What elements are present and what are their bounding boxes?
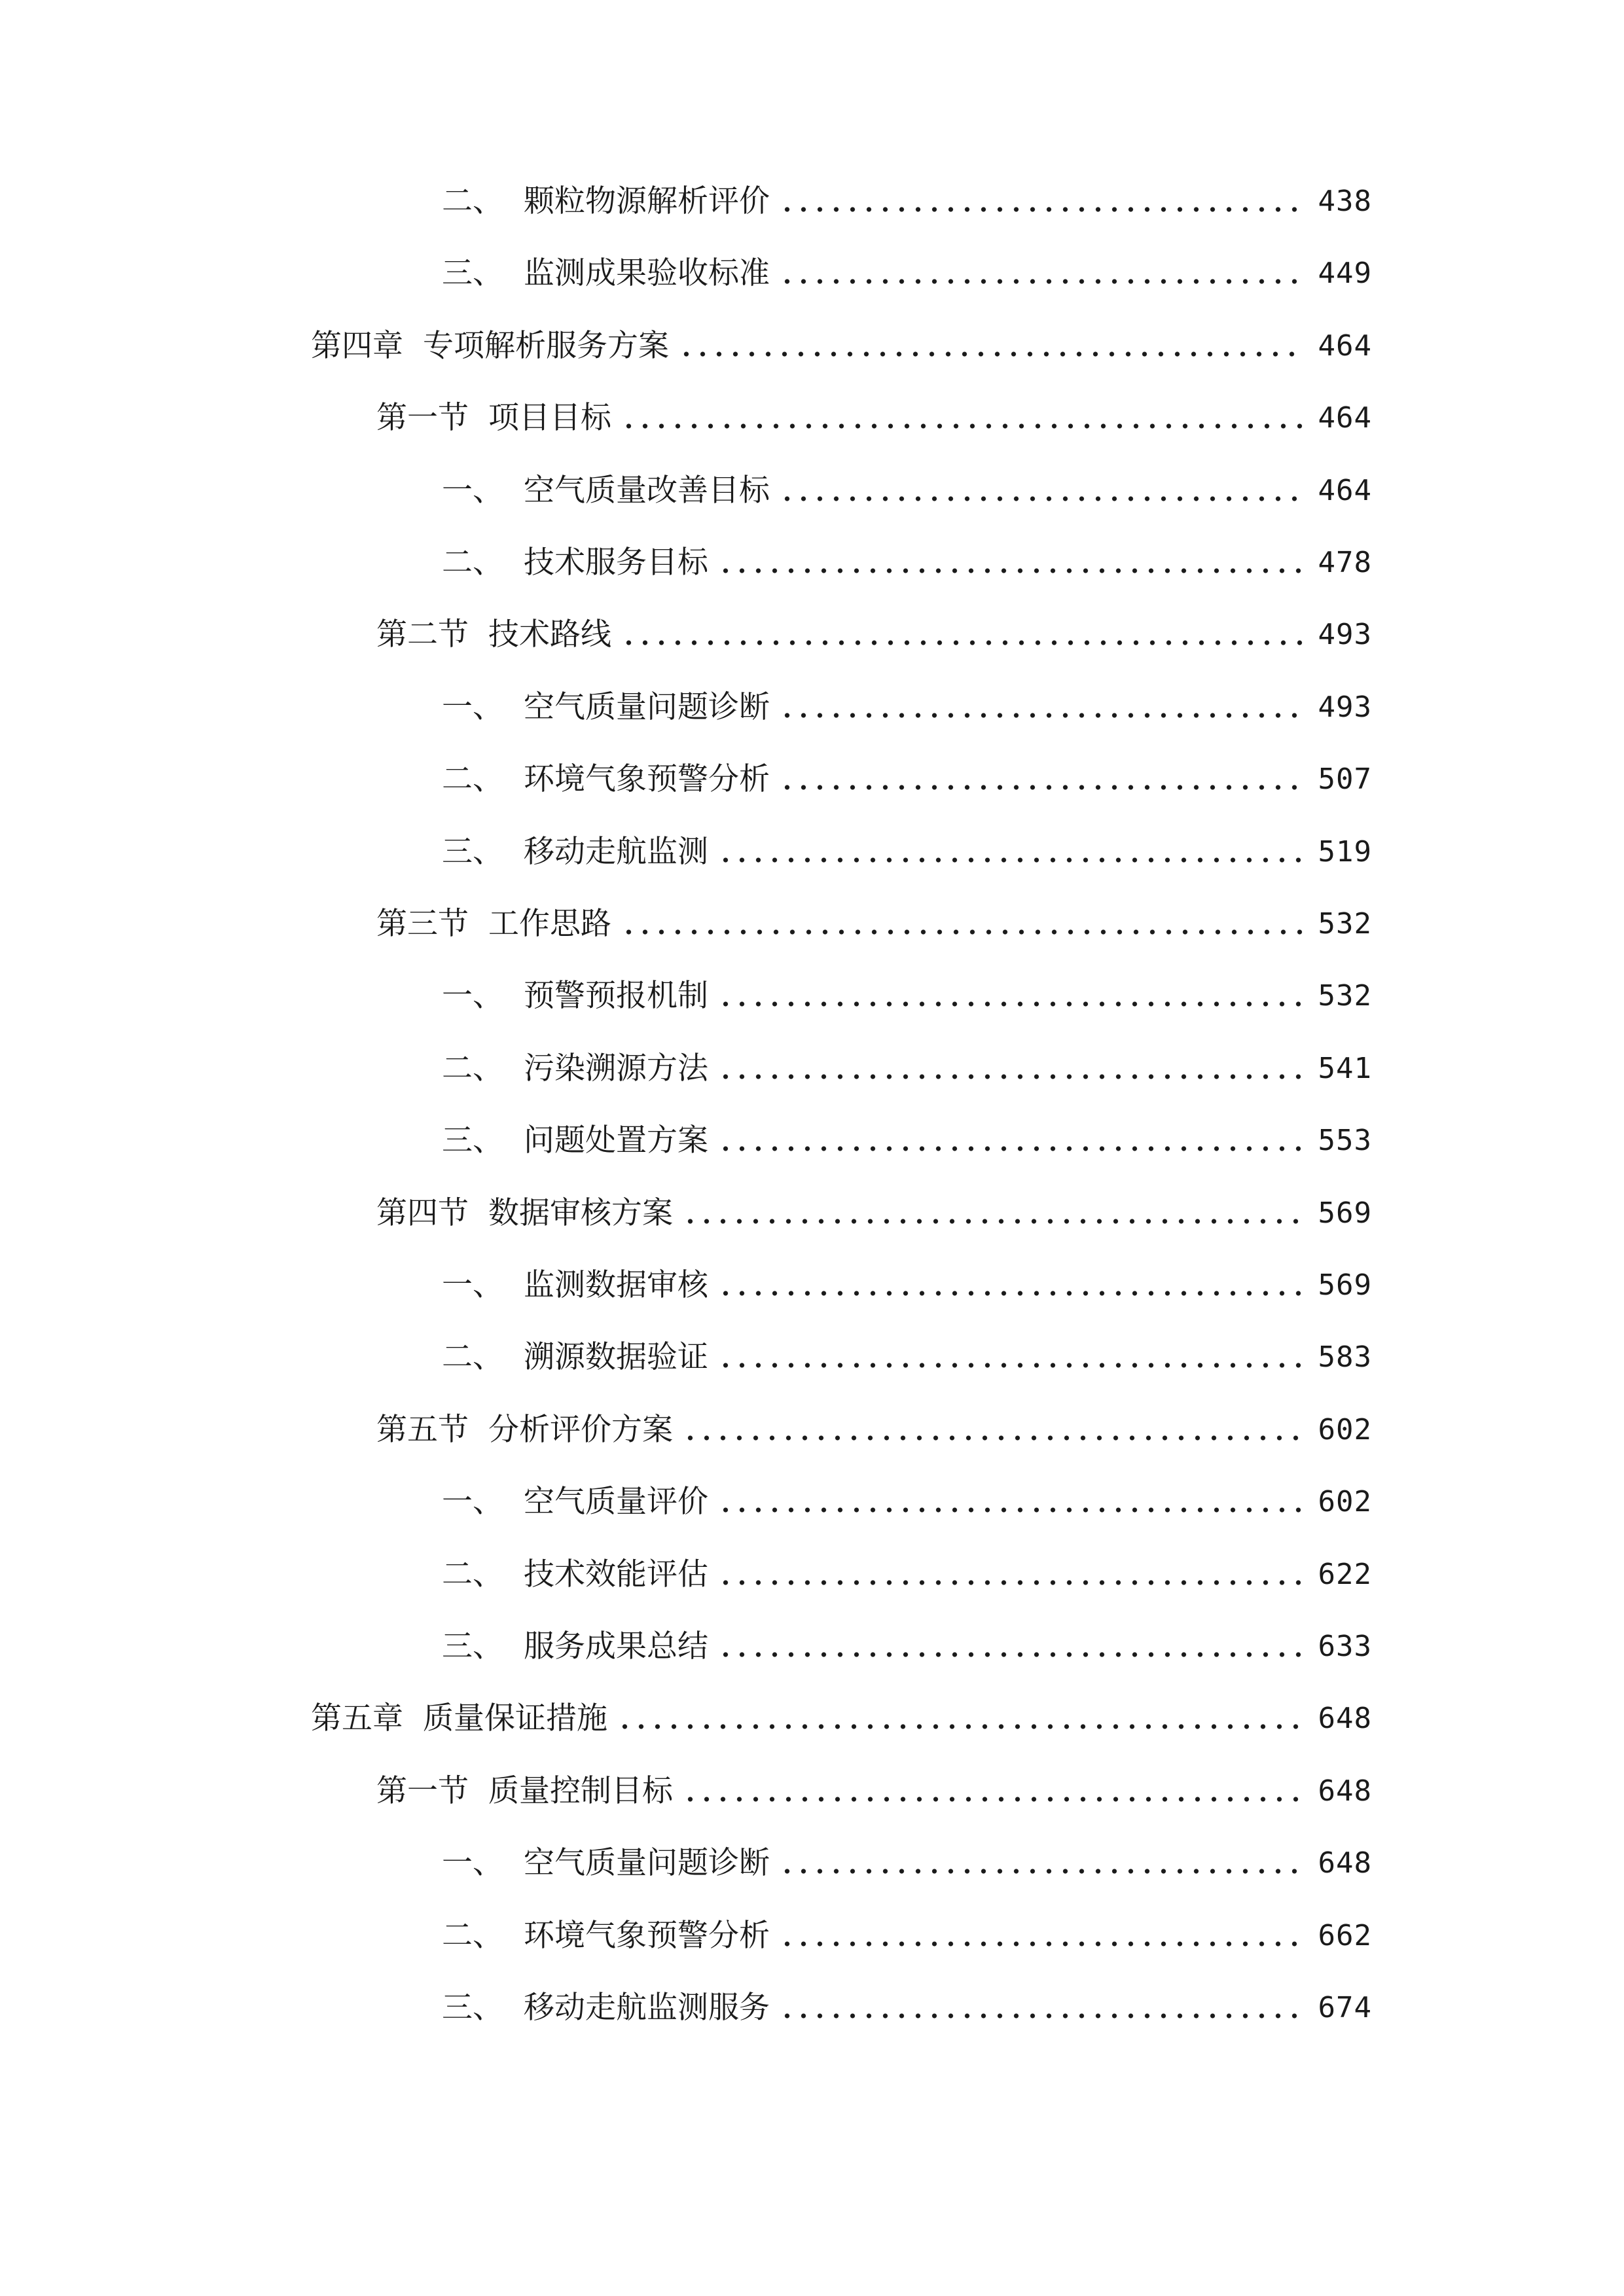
toc-entry[interactable] (442, 1331, 1372, 1384)
toc-entry[interactable] (442, 826, 1372, 878)
entry-number: 一、 (442, 1267, 503, 1303)
entry-number: 三、 (442, 255, 503, 291)
toc-entry[interactable] (311, 320, 1372, 372)
toc-entry[interactable] (442, 1982, 1372, 2034)
toc-entry[interactable] (376, 1187, 1372, 1240)
dot-leader (678, 351, 1304, 357)
dot-leader (617, 1724, 1304, 1729)
toc-entry[interactable] (442, 681, 1372, 734)
entry-number: 二、 (442, 545, 503, 581)
entry-number: 第四节 (376, 1195, 469, 1231)
entry-number: 三、 (442, 834, 503, 870)
entry-title: 监测数据审核 (524, 1267, 708, 1303)
entry-title: 空气质量改善目标 (524, 473, 770, 509)
entry-page-number: 602 (1318, 1485, 1372, 1518)
dot-leader (621, 640, 1304, 645)
entry-page-number: 478 (1318, 546, 1372, 579)
entry-page-number: 648 (1318, 1702, 1372, 1735)
dot-leader (717, 1146, 1304, 1151)
entry-page-number: 674 (1318, 1991, 1372, 2024)
entry-number: 二、 (442, 1556, 503, 1592)
toc-entry[interactable] (442, 970, 1372, 1022)
entry-number: 第二节 (376, 617, 469, 653)
entry-title: 数据审核方案 (488, 1195, 673, 1231)
dot-leader (717, 1291, 1304, 1296)
entry-number: 第一节 (376, 400, 469, 436)
entry-page-number: 449 (1318, 257, 1372, 290)
toc-entry[interactable] (442, 465, 1372, 517)
entry-title: 溯源数据验证 (524, 1339, 708, 1375)
dot-leader (682, 1219, 1304, 1224)
entry-page-number: 553 (1318, 1124, 1372, 1157)
toc-entry[interactable] (442, 175, 1372, 228)
entry-number: 三、 (442, 1628, 503, 1664)
dot-leader (717, 1001, 1304, 1007)
dot-leader (779, 207, 1304, 212)
entry-page-number: 633 (1318, 1630, 1372, 1663)
entry-title: 问题处置方案 (524, 1122, 708, 1158)
toc-entry[interactable] (376, 392, 1372, 444)
entry-page-number: 464 (1318, 474, 1372, 507)
entry-title: 空气质量评价 (524, 1484, 708, 1520)
entry-title: 项目目标 (488, 400, 611, 436)
entry-page-number: 519 (1318, 835, 1372, 869)
entry-number: 第一节 (376, 1773, 469, 1809)
dot-leader (717, 1363, 1304, 1368)
toc-entry[interactable] (442, 1115, 1372, 1167)
entry-page-number: 662 (1318, 1919, 1372, 1952)
dot-leader (621, 929, 1304, 935)
entry-number: 三、 (442, 1990, 503, 2026)
entry-number: 第三节 (376, 906, 469, 942)
entry-title: 服务成果总结 (524, 1628, 708, 1664)
dot-leader (717, 1074, 1304, 1079)
entry-title: 空气质量问题诊断 (524, 1845, 770, 1881)
dot-leader (717, 1652, 1304, 1657)
entry-page-number: 532 (1318, 907, 1372, 941)
entry-title: 工作思路 (488, 906, 611, 942)
entry-number: 一、 (442, 978, 503, 1014)
entry-number: 第四章 (311, 328, 403, 364)
toc-entry[interactable] (376, 1765, 1372, 1818)
entry-title: 预警预报机制 (524, 978, 708, 1014)
toc-entry[interactable] (442, 537, 1372, 589)
dot-leader (717, 568, 1304, 573)
entry-title: 质量控制目标 (488, 1773, 673, 1809)
entry-page-number: 569 (1318, 1268, 1372, 1302)
entry-number: 二、 (442, 761, 503, 797)
toc-entry[interactable] (311, 1693, 1372, 1745)
dot-leader (779, 1941, 1304, 1946)
dot-leader (717, 857, 1304, 863)
toc-entry[interactable] (376, 1404, 1372, 1456)
dot-leader (621, 423, 1304, 429)
entry-page-number: 583 (1318, 1340, 1372, 1374)
entry-number: 一、 (442, 473, 503, 509)
entry-page-number: 507 (1318, 762, 1372, 796)
entry-number: 二、 (442, 1339, 503, 1375)
entry-title: 技术服务目标 (524, 545, 708, 581)
toc-entry[interactable] (442, 1043, 1372, 1095)
entry-number: 第五节 (376, 1412, 469, 1448)
dot-leader (779, 2013, 1304, 2018)
entry-title: 分析评价方案 (488, 1412, 673, 1448)
entry-page-number: 602 (1318, 1413, 1372, 1446)
toc-entry[interactable] (376, 609, 1372, 661)
dot-leader (717, 1507, 1304, 1513)
entry-number: 一、 (442, 689, 503, 725)
toc-entry[interactable] (442, 1259, 1372, 1312)
entry-number: 一、 (442, 1484, 503, 1520)
entry-page-number: 493 (1318, 618, 1372, 651)
entry-page-number: 648 (1318, 1846, 1372, 1880)
entry-title: 环境气象预警分析 (524, 761, 770, 797)
dot-leader (682, 1797, 1304, 1802)
dot-leader (779, 785, 1304, 790)
entry-number: 二、 (442, 1918, 503, 1954)
entry-title: 质量保证措施 (423, 1700, 607, 1736)
toc-entry[interactable] (442, 753, 1372, 806)
toc-entry[interactable] (442, 1910, 1372, 1962)
entry-page-number: 532 (1318, 979, 1372, 1013)
entry-page-number: 569 (1318, 1196, 1372, 1230)
entry-page-number: 493 (1318, 691, 1372, 724)
entry-title: 技术效能评估 (524, 1556, 708, 1592)
dot-leader (779, 713, 1304, 718)
entry-title: 环境气象预警分析 (524, 1918, 770, 1954)
toc-entry[interactable] (442, 1476, 1372, 1528)
entry-number: 二、 (442, 183, 503, 219)
entry-title: 专项解析服务方案 (423, 328, 669, 364)
entry-page-number: 541 (1318, 1052, 1372, 1085)
toc-entry[interactable] (442, 1837, 1372, 1890)
entry-number: 二、 (442, 1050, 503, 1086)
toc-entry[interactable] (376, 898, 1372, 950)
entry-number: 三、 (442, 1122, 503, 1158)
entry-title: 移动走航监测服务 (524, 1990, 770, 2026)
dot-leader (682, 1435, 1304, 1441)
dot-leader (779, 279, 1304, 284)
entry-title: 移动走航监测 (524, 834, 708, 870)
entry-title: 技术路线 (488, 617, 611, 653)
entry-page-number: 648 (1318, 1774, 1372, 1808)
entry-page-number: 464 (1318, 329, 1372, 363)
toc-entry[interactable] (442, 1549, 1372, 1601)
entry-number: 第五章 (311, 1700, 403, 1736)
dot-leader (717, 1580, 1304, 1585)
entry-title: 颗粒物源解析评价 (524, 183, 770, 219)
entry-page-number: 464 (1318, 401, 1372, 435)
entry-title: 监测成果验收标准 (524, 255, 770, 291)
entry-page-number: 622 (1318, 1558, 1372, 1591)
entry-title: 污染溯源方法 (524, 1050, 708, 1086)
toc-entry[interactable] (442, 247, 1372, 300)
entry-number: 一、 (442, 1845, 503, 1881)
entry-title: 空气质量问题诊断 (524, 689, 770, 725)
entry-page-number: 438 (1318, 185, 1372, 218)
dot-leader (779, 1869, 1304, 1874)
toc-entry[interactable] (442, 1621, 1372, 1673)
dot-leader (779, 496, 1304, 501)
